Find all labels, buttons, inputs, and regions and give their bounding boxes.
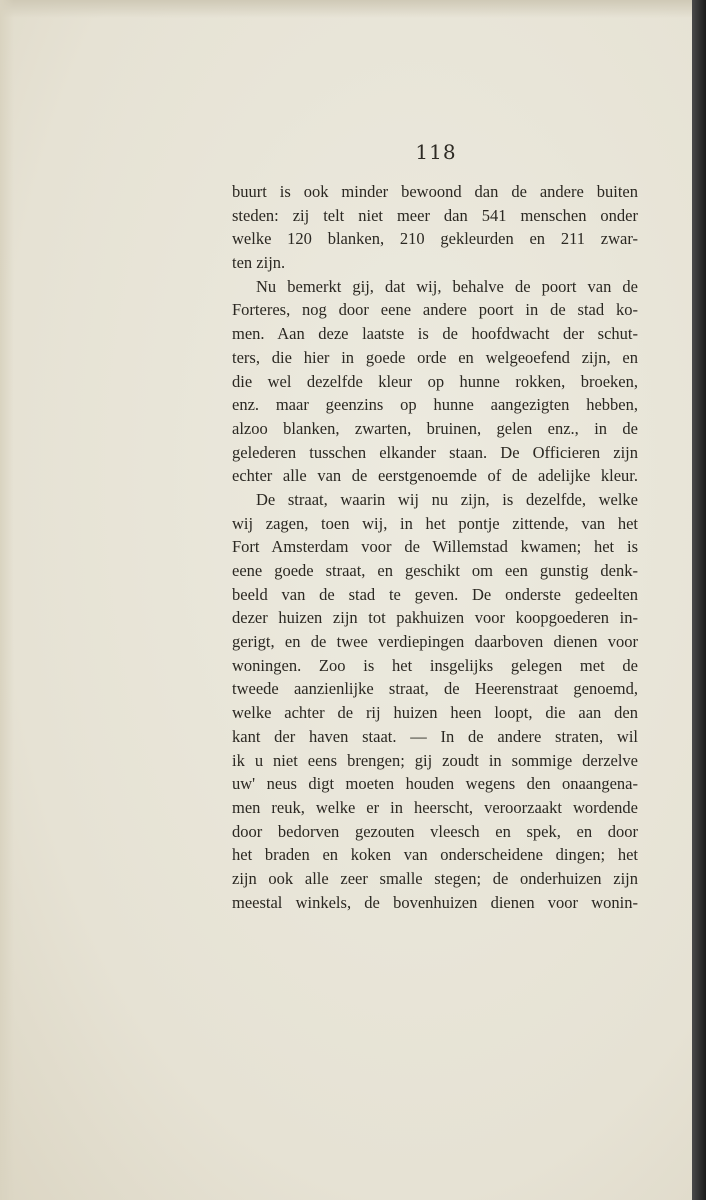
text-line: eene goede straat, en geschikt om een gunstig denk- — [232, 561, 638, 580]
text-line: beeld van de stad te geven. De onderste gedeelten — [232, 584, 638, 604]
text-line: wij zagen, toen wij, in het pontje zittende, van het — [232, 513, 638, 533]
text-line: gerigt, en de twee verdiepingen daarboven dienen voor — [232, 632, 638, 652]
text-line: enz. maar geenzins op hunne aangezigten hebben, — [232, 395, 638, 415]
text-line: uw' neus digt moeten houden wegens den onaangena- — [232, 774, 638, 794]
text-line: kant der haven staat. — In de andere straten, wil — [232, 726, 638, 746]
text-line: men reuk, welke er in heerscht, veroorzaakt wordende — [232, 797, 638, 817]
text-line: Forteres, nog door eene andere poort in de stad ko- — [232, 300, 638, 320]
text-line: steden: zij telt niet meer dan 541 menschen onder — [232, 205, 638, 225]
text-line: zijn ook alle zeer smalle stegen; de onderhuizen zijn — [232, 868, 638, 888]
body-text — [232, 180, 638, 914]
text-line: woningen. Zoo is het insgelijks gelegen met de — [232, 655, 638, 675]
text-line: ten zijn. — [232, 253, 286, 273]
scan-edge — [692, 0, 706, 1200]
text-line: welke 120 blanken, 210 gekleurden en 211 zwar- — [232, 229, 638, 249]
text-line: het braden en koken van onderscheidene dingen; het — [232, 845, 638, 865]
text-line: buurt is ook minder bewoond dan de andere buiten — [232, 182, 638, 201]
text-line: dezer huizen zijn tot pakhuizen voor koopgoederen in- — [232, 608, 638, 628]
text-line: welke achter de rij huizen heen loopt, die aan den — [232, 703, 638, 723]
text-line: men. Aan deze laatste is de hoofdwacht der schut- — [232, 324, 638, 344]
text-line: ik u niet eens brengen; gij zoudt in sommige derzelve — [232, 750, 638, 770]
text-line: ters, die hier in goede orde en welgeoefend zijn, en — [232, 347, 638, 367]
page-number: 118 — [415, 140, 457, 164]
text-line: echter alle van de eerstgenoemde of de adelijke kleur. — [232, 466, 638, 486]
text-line: Nu bemerkt gij, dat wij, behalve de poort van de — [256, 276, 638, 296]
text-line: die wel dezelfde kleur op hunne rokken, broeken, — [232, 371, 638, 391]
text-line: Fort Amsterdam voor de Willemstad kwamen; het is — [232, 537, 638, 557]
text-line: alzoo blanken, zwarten, bruinen, gelen enz., in de — [232, 418, 638, 438]
text-line: tweede aanzienlijke straat, de Heerenstraat genoemd, — [232, 679, 638, 699]
page-top-shadow — [0, 0, 692, 18]
text-line: De straat, waarin wij nu zijn, is dezelfde, welke — [256, 489, 638, 509]
page-gutter-shadow — [0, 0, 14, 1200]
text-line: gelederen tusschen elkander staan. De Officieren zijn — [232, 442, 638, 462]
text-line: meestal winkels, de bovenhuizen dienen voor wonin- — [232, 892, 638, 912]
text-line: door bedorven gezouten vleesch en spek, en door — [232, 821, 638, 841]
